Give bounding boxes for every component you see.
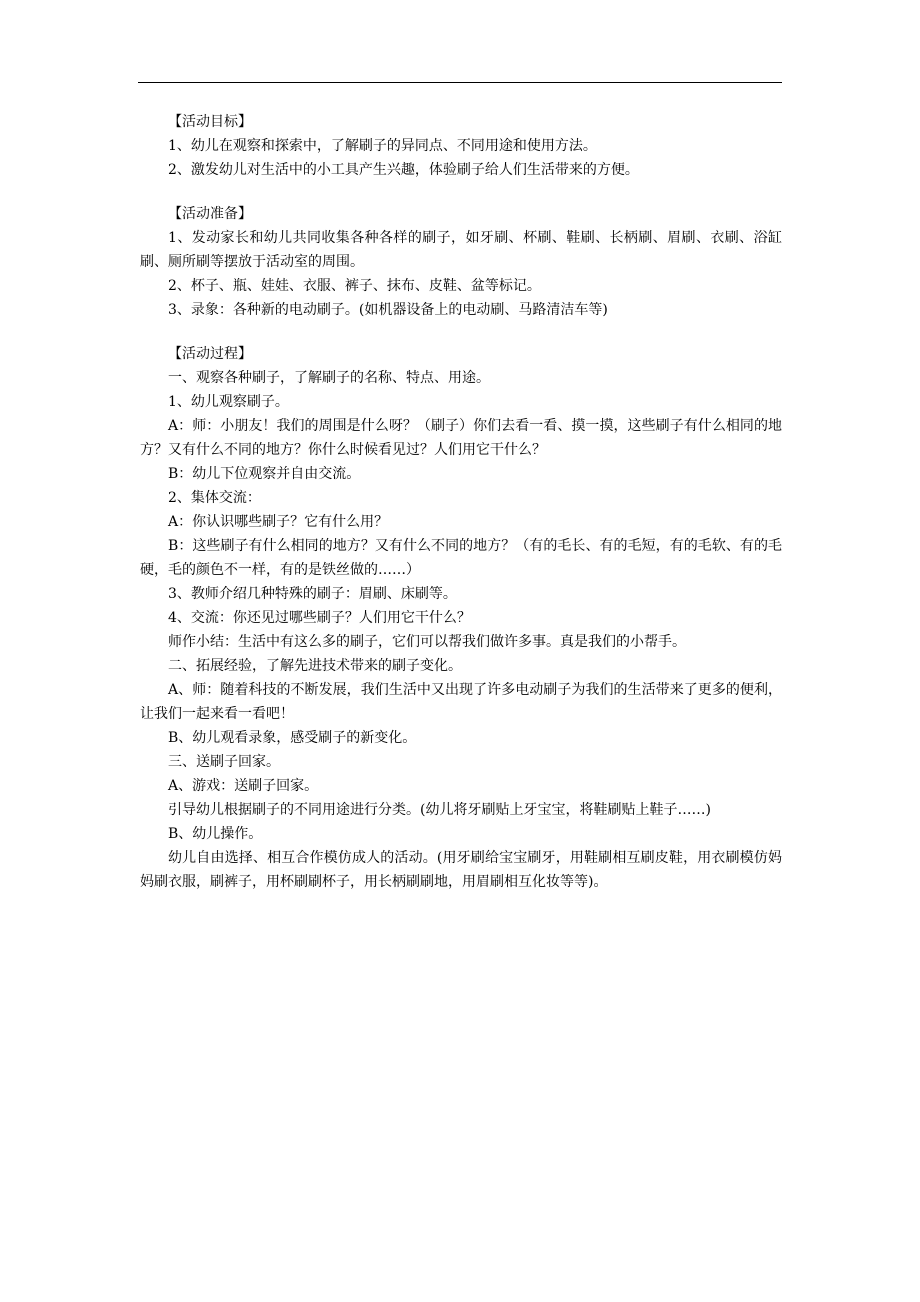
process-paragraph: 二、拓展经验，了解先进技术带来的刷子变化。	[168, 658, 462, 674]
process-paragraph: 1、幼儿观察刷子。	[168, 394, 289, 410]
section-spacer	[140, 322, 782, 342]
goals-paragraph: 1、幼儿在观察和探索中，了解刷子的异同点、不同用途和使用方法。	[168, 138, 597, 154]
section-spacer	[140, 182, 782, 202]
process-paragraph: 三、送刷子回家。	[168, 754, 280, 770]
process-paragraph: A、游戏：送刷子回家。	[168, 778, 319, 794]
preparation-paragraph: 1、发动家长和幼儿共同收集各种各样的刷子，如牙刷、杯刷、鞋刷、长柄刷、眉刷、衣刷、浴缸刷、厕所刷等摆放于活动室的周围。	[140, 230, 782, 270]
process-paragraph: B、幼儿观看录象，感受刷子的新变化。	[168, 730, 417, 746]
section-heading-goals: 【活动目标】	[168, 114, 252, 130]
preparation-paragraph: 2、杯子、瓶、娃娃、衣服、裤子、抹布、皮鞋、盆等标记。	[168, 278, 541, 294]
process-paragraph: 2、集体交流：	[168, 490, 261, 506]
process-paragraph: 师作小结：生活中有这么多的刷子，它们可以帮我们做许多事。真是我们的小帮手。	[168, 634, 686, 650]
process-paragraph: B、幼儿操作。	[168, 826, 263, 842]
document-body	[140, 110, 782, 894]
process-paragraph: 3、教师介绍几种特殊的刷子：眉刷、床刷等。	[168, 586, 457, 602]
process-paragraph: 4、交流：你还见过哪些刷子？人们用它干什么？	[168, 610, 471, 626]
goals-paragraph: 2、激发幼儿对生活中的小工具产生兴趣，体验刷子给人们生活带来的方便。	[168, 162, 639, 178]
process-paragraph: 引导幼儿根据刷子的不同用途进行分类。(幼儿将牙刷贴上牙宝宝，将鞋刷贴上鞋子……)	[168, 802, 711, 818]
process-paragraph: A、师：随着科技的不断发展，我们生活中又出现了许多电动刷子为我们的生活带来了更多的便利，让我们一起来看一看吧！	[140, 682, 782, 722]
process-paragraph: B：这些刷子有什么相同的地方？又有什么不同的地方？（有的毛长、有的毛短，有的毛软、有的毛硬，毛的颜色不一样，有的是铁丝做的……）	[140, 538, 782, 578]
process-paragraph: A：你认识哪些刷子？它有什么用？	[168, 514, 389, 530]
section-heading-preparation: 【活动准备】	[168, 206, 252, 222]
section-heading-process: 【活动过程】	[168, 346, 252, 362]
process-paragraph: 幼儿自由选择、相互合作模仿成人的活动。(用牙刷给宝宝刷牙，用鞋刷相互刷皮鞋，用衣刷模仿妈妈刷衣服，刷裤子，用杯刷刷杯子，用长柄刷刷地，用眉刷相互化妆等等)。	[140, 850, 782, 890]
process-paragraph: B：幼儿下位观察并自由交流。	[168, 466, 361, 482]
process-paragraph: A：师：小朋友！我们的周围是什么呀？（刷子）你们去看一看、摸一摸，这些刷子有什么相同的地方？又有什么不同的地方？你什么时候看见过？人们用它干什么？	[140, 418, 782, 458]
preparation-paragraph: 3、录象：各种新的电动刷子。(如机器设备上的电动刷、马路清洁车等)	[168, 302, 608, 318]
process-paragraph: 一、观察各种刷子，了解刷子的名称、特点、用途。	[168, 370, 490, 386]
header-divider	[138, 82, 782, 83]
